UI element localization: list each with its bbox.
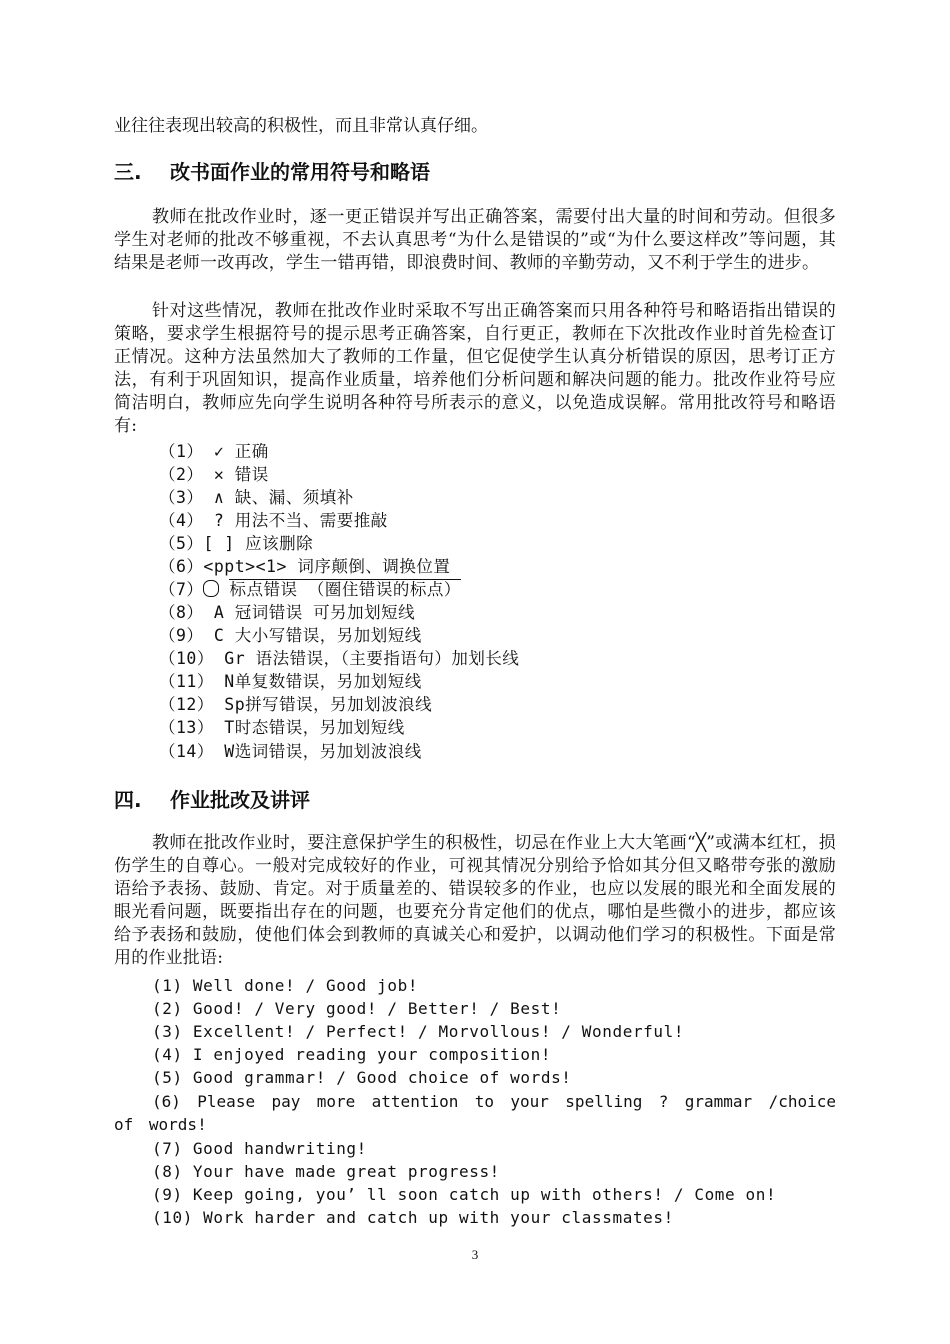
symbol-item-7-text: 标点错误 （圈住错误的标点） [229,580,461,599]
section-3-number: 三. [114,160,142,184]
comment-item: (2) Good! / Very good! / Better! / Best! [152,999,562,1018]
comment-item: (10) Work harder and catch up with your classmates! [152,1208,674,1227]
comment-item: (9) Keep going, you’ ll soon catch up with others! / Come on! [152,1185,777,1204]
symbol-item: （3） ∧ 缺、漏、须填补 [159,488,354,507]
symbol-item: （8） A 冠词错误 可另加划短线 [159,603,416,622]
comment-item: (7) Good handwriting! [152,1139,367,1158]
section-4-title: 作业批改及讲评 [170,788,310,812]
comment-item: (3) Excellent! / Perfect! / Morvollous! / Wonderful! [152,1022,685,1041]
symbol-item: （6）<ppt><1> 词序颠倒、调换位置 [159,557,451,576]
symbol-item-7 [159,578,461,601]
circle-mark-icon [203,580,219,597]
page-number: 3 [471,1247,479,1262]
section-3-paragraph-2: 针对这些情况，教师在批改作业时采取不写出正确答案而只用各种符号和略语指出错误的策略，要求学生根据符号的提示思考正确答案，自行更正，教师在下次批改作业时首先检查订正情况。这种方法虽然加大了教师的工作量，但它促使学生认真分析错误的原因，思考订正方法，有利于巩固知识，提高作业质量，培养他们分析问题和解决问题的能力。批改作业符号应简洁明白，教师应先向学生说明各种符号所表示的意义，以免造成误解。常用批改符号和略语有: [114,301,836,437]
comment-item: (1) Well done! / Good job! [152,976,419,995]
symbol-item: （14） W选词错误，另加划波浪线 [159,742,422,761]
symbol-item: （1） ✓ 正确 [159,442,269,461]
comment-item: (4) I enjoyed reading your composition! [152,1045,552,1064]
symbol-item: （13） T时态错误，另加划短线 [159,718,405,737]
symbol-item: （5）[ ] 应该删除 [159,534,314,553]
section-3-paragraph-1: 教师在批改作业时，逐一更正错误并写出正确答案，需要付出大量的时间和劳动。但很多学生对老师的批改不够重视，不去认真思考“为什么是错误的”或“为什么要这样改”等问题，其结果是老师一改再改，学生一错再错，即浪费时间、教师的辛勤劳动，又不利于学生的进步。 [114,207,836,274]
section-4-number: 四. [114,788,142,812]
comment-item: (8) Your have made great progress! [152,1162,500,1181]
comment-item: (5) Good grammar! / Good choice of words! [152,1068,572,1087]
intro-line: 业往往表现出较高的积极性，而且非常认真仔细。 [114,116,488,136]
symbol-item: （4） ? 用法不当、需要推敲 [159,511,388,530]
comment-item: (6) Please pay more attention to your spelling ? grammar /choice of words! [114,1092,836,1134]
section-3-title: 改书面作业的常用符号和略语 [170,160,430,184]
section-3-heading [114,158,430,186]
symbol-item: （11） N单复数错误，另加划短线 [159,672,422,691]
symbol-item-7-number: （7） [159,580,204,599]
symbol-item: （12） Sp拼写错误，另加划波浪线 [159,695,433,714]
symbol-item: （9） C 大小写错误，另加划短线 [159,626,422,645]
symbol-item: （2） ✕ 错误 [159,465,269,484]
symbol-item: （10） Gr 语法错误，（主要指语句）加划长线 [159,649,520,668]
section-4-paragraph-1: 教师在批改作业时，要注意保护学生的积极性，切忌在作业上大大笔画“╳”或满本红杠，损伤学生的自尊心。一般对完成较好的作业，可视其情况分别给予恰如其分但又略带夸张的激励语给予表扬、鼓励、肯定。对于质量差的、错误较多的作业，也应以发展的眼光和全面发展的眼光看问题，既要指出存在的问题，也要充分肯定他们的优点，哪怕是些微小的进步，都应该给予表扬和鼓励，使他们体会到教师的真诚关心和爱护，以调动他们学习的积极性。下面是常用的作业批语: [114,833,836,969]
section-4-heading [114,786,310,814]
